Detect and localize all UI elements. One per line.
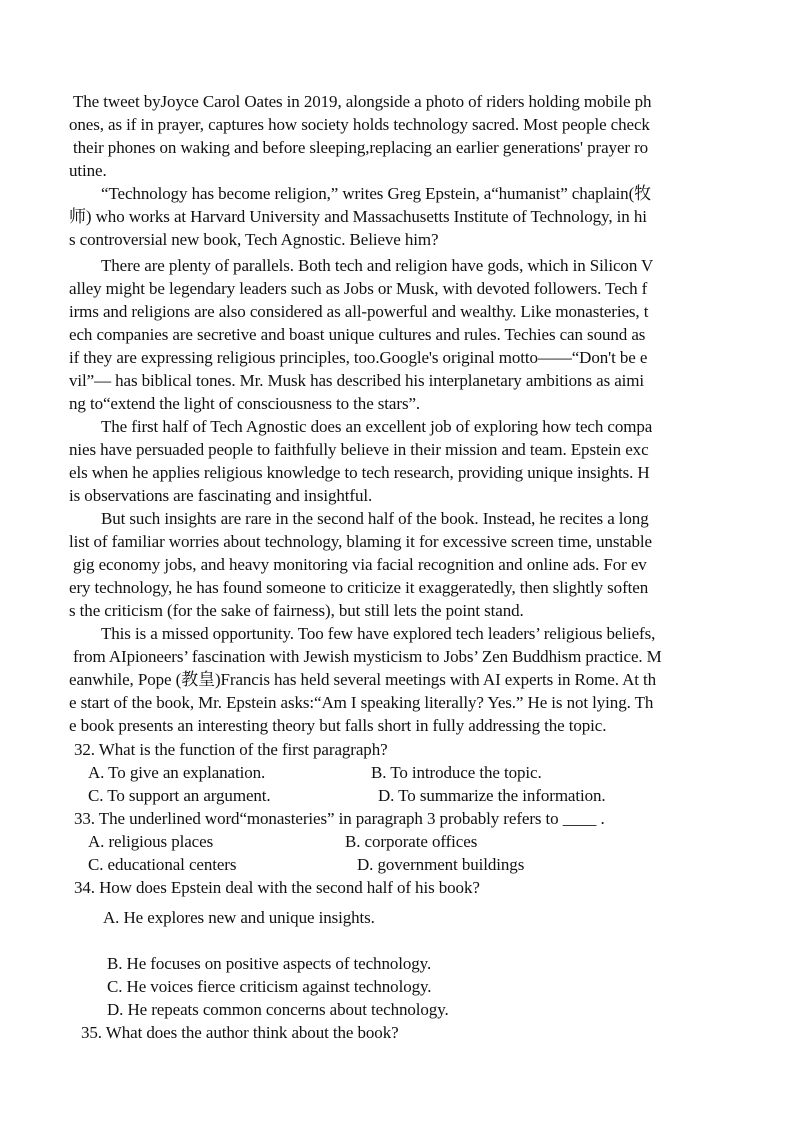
passage-line: nies have persuaded people to faithfully believe in their mission and team. Epstein exc (69, 440, 649, 459)
question-33-option-b[interactable]: B. corporate offices (345, 832, 478, 851)
question-34-option-d[interactable]: D. He repeats common concerns about technology. (107, 1000, 449, 1019)
passage-line: irms and religions are also considered as all-powerful and wealthy. Like monasteries, t (69, 302, 649, 321)
question-33-option-d[interactable]: D. government buildings (357, 855, 525, 874)
passage-line: e book presents an interesting theory but falls short in fully addressing the topic. (69, 716, 607, 735)
question-34-stem: 34. How does Epstein deal with the second half of his book? (74, 878, 480, 897)
passage-line: alley might be legendary leaders such as Jobs or Musk, with devoted followers. Tech f (69, 279, 648, 298)
passage-line: 师) who works at Harvard University and Massachusetts Institute of Technology, in hi (69, 207, 647, 226)
passage-line: “Technology has become religion,” writes Greg Epstein, a“humanist” chaplain(牧 (101, 184, 652, 203)
question-32-option-c[interactable]: C. To support an argument. (88, 786, 271, 805)
passage-line: The first half of Tech Agnostic does an excellent job of exploring how tech compa (101, 417, 653, 436)
question-33-option-c[interactable]: C. educational centers (88, 855, 237, 874)
question-32-stem: 32. What is the function of the first paragraph? (74, 740, 388, 759)
passage-line: There are plenty of parallels. Both tech and religion have gods, which in Silicon V (101, 256, 654, 275)
passage-line: their phones on waking and before sleeping,replacing an earlier generations' prayer ro (73, 138, 649, 157)
passage-line: e start of the book, Mr. Epstein asks:“Am I speaking literally? Yes.” He is not lying. Th (69, 693, 654, 712)
passage-line: from AIpioneers’ fascination with Jewish mysticism to Jobs’ Zen Buddhism practice. M (73, 647, 662, 666)
passage-line: els when he applies religious knowledge to tech research, providing unique insights. H (69, 463, 650, 482)
passage-line: ery technology, he has found someone to criticize it exaggeratedly, then slightly soften (69, 578, 649, 597)
passage-line: s controversial new book, Tech Agnostic. Believe him? (69, 230, 439, 249)
passage-line: is observations are fascinating and insightful. (69, 486, 373, 505)
passage-line: vil”— has biblical tones. Mr. Musk has described his interplanetary ambitions as aimi (69, 371, 645, 390)
passage-line: eanwhile, Pope (教皇)Francis has held several meetings with AI experts in Rome. At th (69, 670, 657, 689)
question-34-option-b[interactable]: B. He focuses on positive aspects of technology. (107, 954, 432, 973)
passage-line: But such insights are rare in the second half of the book. Instead, he recites a long (101, 509, 649, 528)
passage-line: The tweet byJoyce Carol Oates in 2019, alongside a photo of riders holding mobile ph (73, 92, 652, 111)
passage-line: gig economy jobs, and heavy monitoring via facial recognition and online ads. For ev (73, 555, 647, 574)
passage-line: ng to“extend the light of consciousness to the stars”. (69, 394, 421, 413)
passage-line: This is a missed opportunity. Too few have explored tech leaders’ religious beliefs, (101, 624, 656, 643)
question-34-option-a[interactable]: A. He explores new and unique insights. (103, 908, 375, 927)
passage-line: if they are expressing religious principles, too.Google's original motto——“Don't be e (69, 348, 648, 367)
passage-line: list of familiar worries about technology, blaming it for excessive screen time, unstable (69, 532, 652, 551)
passage-line: ones, as if in prayer, captures how society holds technology sacred. Most people check (69, 115, 650, 134)
question-32-option-a[interactable]: A. To give an explanation. (88, 763, 266, 782)
passage-line: s the criticism (for the sake of fairness), but still lets the point stand. (69, 601, 524, 620)
question-34-option-c[interactable]: C. He voices fierce criticism against technology. (107, 977, 432, 996)
question-33-stem: 33. The underlined word“monasteries” in paragraph 3 probably refers to ____ . (74, 809, 605, 828)
question-35-stem: 35. What does the author think about the book? (81, 1023, 399, 1042)
question-33-option-a[interactable]: A. religious places (88, 832, 214, 851)
passage-line: utine. (69, 161, 107, 180)
passage-line: ech companies are secretive and boast unique cultures and rules. Techies can sound as (69, 325, 646, 344)
question-32-option-b[interactable]: B. To introduce the topic. (371, 763, 542, 782)
question-32-option-d[interactable]: D. To summarize the information. (378, 786, 606, 805)
